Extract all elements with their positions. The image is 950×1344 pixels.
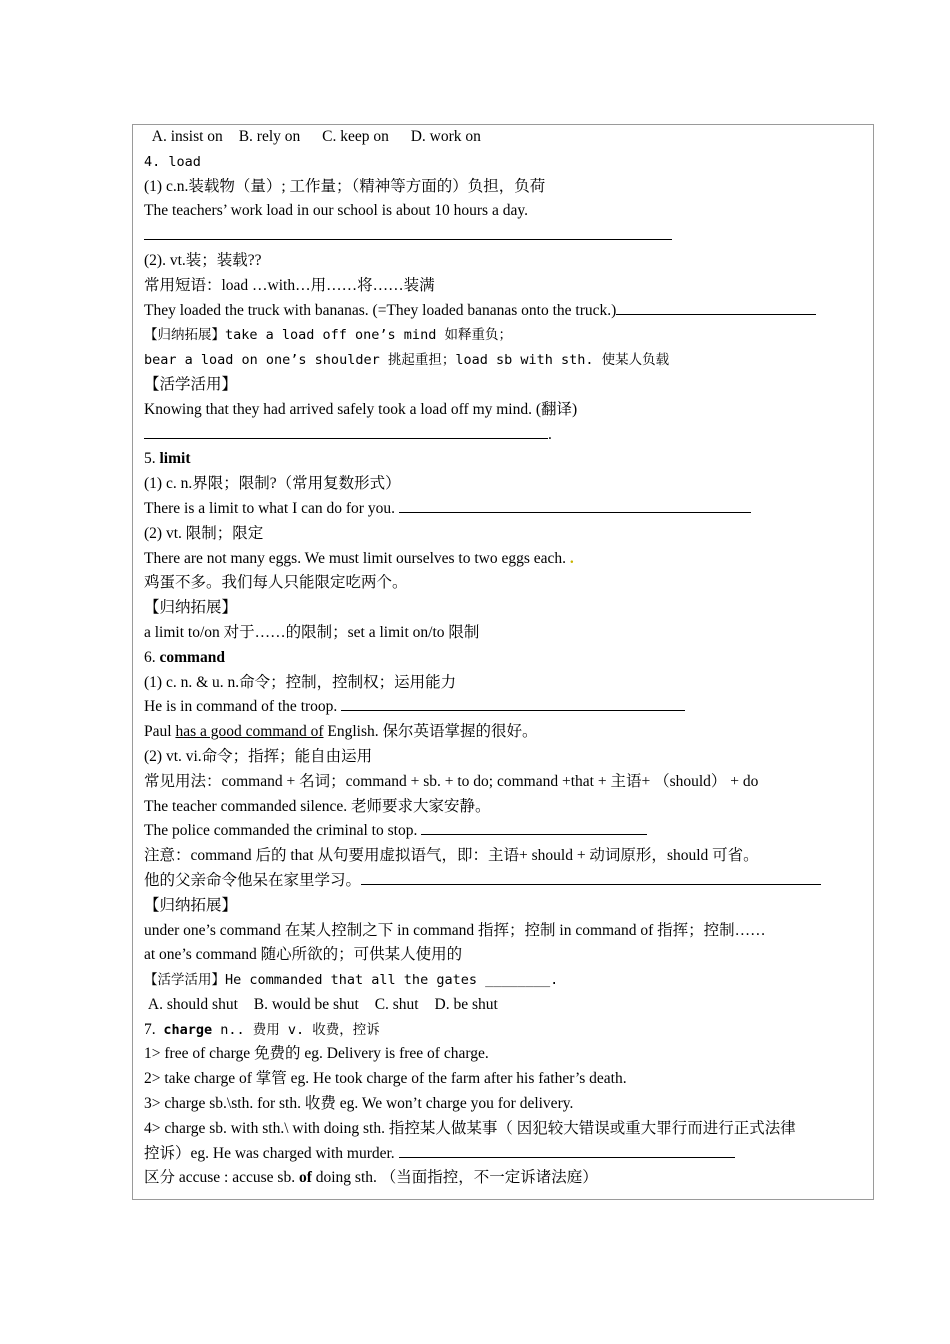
command-number: 6. xyxy=(144,648,156,666)
blank-line[interactable] xyxy=(144,225,672,240)
limit-def-2: (2) vt. 限制；限定 xyxy=(144,524,264,542)
command-example-1-text: He is in command of the troop. xyxy=(144,698,338,716)
command-extension-2: at one’s command 随心所欲的；可供某人使用的 xyxy=(144,946,463,964)
charge-item-1: 1> free of charge 免费的 eg. Delivery is free of charge. xyxy=(144,1045,489,1063)
option-d: D. work on xyxy=(410,128,481,145)
worksheet-content xyxy=(144,125,868,1191)
blank-line[interactable] xyxy=(144,424,548,439)
command-example-5 xyxy=(144,869,868,894)
command-note: 注意：command 后的 that 从句要用虚拟语气，即：主语+ should + 动词原形，should 可省。 xyxy=(144,847,759,865)
charge-item-4a: 4> charge sb. with sth.\ with doing sth. 指控某人做某事（ 因犯较大错误或重大罪行而进行正式法律 xyxy=(144,1119,796,1137)
command-option-d: D. be shut xyxy=(434,995,498,1013)
command-extension-heading: 【归纳拓展】 xyxy=(144,896,238,914)
charge-word: charge xyxy=(163,1021,213,1038)
charge-number: 7. xyxy=(144,1020,156,1038)
charge-heading-rest: n.. 费用 v. 收费，控诉 xyxy=(212,1021,380,1038)
charge-difference-bold: of xyxy=(298,1169,312,1187)
load-example-2 xyxy=(144,299,868,324)
limit-heading xyxy=(144,447,868,472)
charge-difference-post: doing sth. （当面指控，不一定诉诸法庭） xyxy=(311,1169,598,1187)
limit-example-1 xyxy=(144,497,868,522)
load-def-2: (2). vt.装；装载?? xyxy=(144,251,262,269)
command-example-4 xyxy=(144,819,868,844)
load-answer-line-2: . xyxy=(144,423,868,448)
command-example-2 xyxy=(144,720,868,745)
load-extension-2: bear a load on one’s shoulder 挑起重担；load sb with sth. 使某人负载 xyxy=(144,352,670,369)
limit-example-2-text: There are not many eggs. We must limit ourselves to two eggs each. xyxy=(144,549,567,567)
limit-example-1-text: There is a limit to what I can do for you. xyxy=(144,499,395,517)
command-options-row xyxy=(144,993,868,1018)
option-a: A. insist on xyxy=(151,128,223,145)
command-practice: 【活学活用】He commanded that all the gates ________. xyxy=(144,972,559,989)
command-word: command xyxy=(159,648,225,666)
load-answer-line-1 xyxy=(144,224,868,249)
charge-item-2: 2> take charge of 掌管 eg. He took charge of the farm after his father’s death. xyxy=(144,1070,627,1088)
limit-extension-heading: 【归纳拓展】 xyxy=(144,599,238,617)
charge-item-3: 3> charge sb.\sth. for sth. 收费 eg. We won’t charge you for delivery. xyxy=(144,1095,574,1113)
command-example-4-text: The police commanded the criminal to stop. xyxy=(144,822,418,840)
charge-heading xyxy=(144,1018,868,1043)
options-row-1 xyxy=(144,125,868,150)
blank-line[interactable] xyxy=(399,1143,735,1158)
command-example-1 xyxy=(144,695,868,720)
charge-difference xyxy=(144,1166,868,1191)
blank-line[interactable] xyxy=(361,870,821,885)
blank-line[interactable] xyxy=(616,300,816,315)
load-example-2-text: They loaded the truck with bananas. (=They loaded bananas onto the truck.) xyxy=(144,301,617,319)
command-example-2-post: English. 保尔英语掌握的很好。 xyxy=(323,723,538,741)
marker-dot: . xyxy=(569,549,574,567)
load-practice-heading: 【活学活用】 xyxy=(144,375,238,393)
command-example-2-underlined: has a good command of xyxy=(175,723,324,741)
option-b: B. rely on xyxy=(238,128,301,145)
load-example-1: The teachers’ work load in our school is about 10 hours a day. xyxy=(144,202,528,220)
command-option-c: C. shut xyxy=(374,995,419,1013)
command-def-2: (2) vt. vi.命令；指挥；能自由运用 xyxy=(144,747,373,765)
load-phrase: 常用短语：load …with…用……将……装满 xyxy=(144,276,435,294)
command-example-5-text: 他的父亲命令他呆在家里学习。 xyxy=(144,871,362,889)
option-c: C. keep on xyxy=(322,128,389,145)
load-def-1: (1) c.n.装载物（量）; 工作量；（精神等方面的）负担，负荷 xyxy=(144,177,546,195)
command-heading xyxy=(144,646,868,671)
command-extension-1: under one’s command 在某人控制之下 in command 指挥；控制 in command of 指挥；控制…… xyxy=(144,921,766,939)
limit-example-2-cn: 鸡蛋不多。我们每人只能限定吃两个。 xyxy=(144,574,408,592)
limit-number: 5. xyxy=(144,450,156,468)
blank-line[interactable] xyxy=(421,820,647,835)
blank-line[interactable] xyxy=(399,498,751,513)
command-usage: 常见用法：command + 名词；command + sb. + to do; command +that + 主语+ （should） + do xyxy=(144,772,759,790)
load-practice: Knowing that they had arrived safely took a load off my mind. (翻译) xyxy=(144,400,578,418)
charge-item-4b-text: 控诉）eg. He was charged with murder. xyxy=(144,1144,395,1162)
command-example-3: The teacher commanded silence. 老师要求大家安静。 xyxy=(144,797,491,815)
command-def-1: (1) c. n. & u. n.命令；控制，控制权；运用能力 xyxy=(144,673,457,691)
load-heading: 4. load xyxy=(144,153,201,170)
command-option-a: A. should shut xyxy=(147,995,238,1013)
charge-difference-pre: 区分 accuse : accuse sb. xyxy=(144,1169,299,1187)
command-option-b: B. would be shut xyxy=(253,995,359,1013)
blank-line[interactable] xyxy=(341,696,685,711)
limit-word: limit xyxy=(159,450,191,468)
charge-item-4b xyxy=(144,1142,868,1167)
limit-example-2 xyxy=(144,547,868,572)
load-extension-1: 【归纳拓展】take a load off one’s mind 如释重负； xyxy=(144,327,512,344)
limit-extension: a limit to/on 对于……的限制；set a limit on/to 限制 xyxy=(144,623,480,641)
limit-def-1: (1) c. n.界限；限制?（常用复数形式） xyxy=(144,475,401,493)
command-example-2-pre: Paul xyxy=(144,723,176,741)
